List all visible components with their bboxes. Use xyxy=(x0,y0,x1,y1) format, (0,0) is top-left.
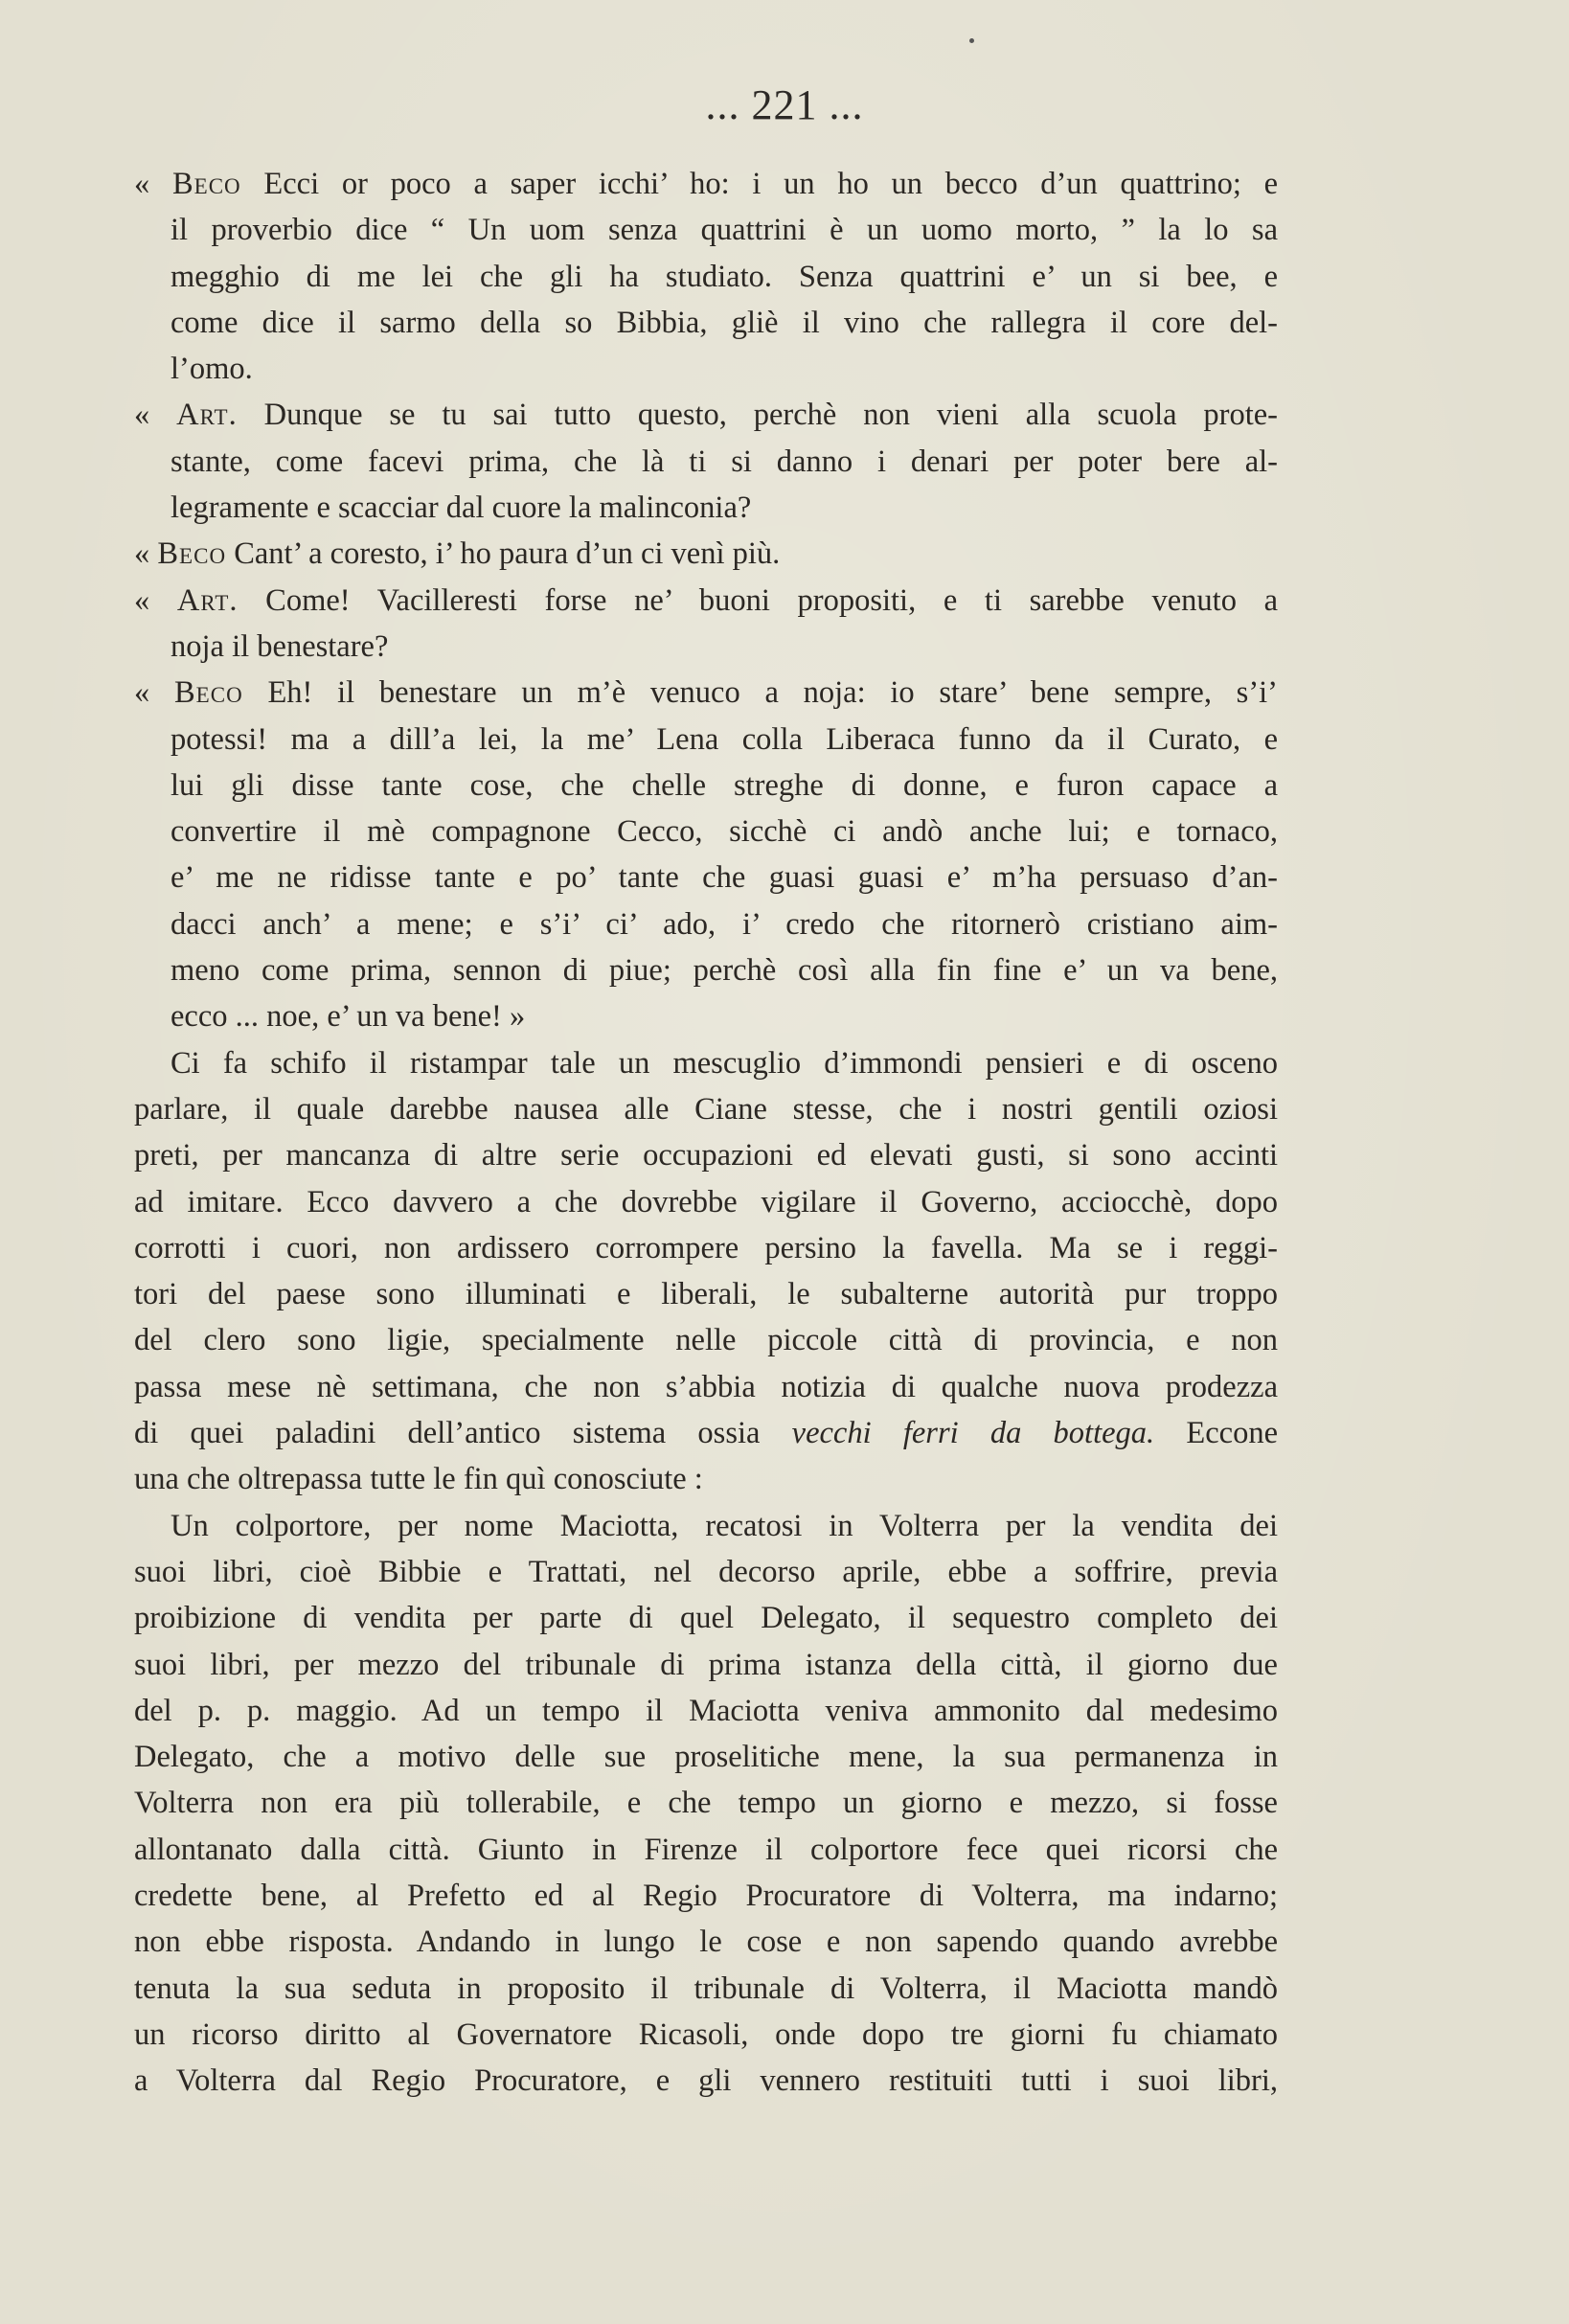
quote-mark: « xyxy=(134,582,150,618)
dialogue-line: l’omo. xyxy=(171,352,253,387)
speaker-name: Beco xyxy=(171,167,241,201)
speaker-name: Art. xyxy=(176,582,239,618)
dialogue-line: stante, come facevi prima, che là ti si danno i denari per poter bere al- xyxy=(171,444,1278,479)
paragraph-text: Eccone xyxy=(1186,1416,1279,1451)
dialogue-line: potessi! ma a dill’a lei, la me’ Lena colla Liberaca funno da il Curato, e xyxy=(171,721,1278,757)
dialogue-line xyxy=(134,670,1278,716)
paragraph-line: preti, per mancanza di altre serie occupazioni ed elevati gusti, si sono accinti xyxy=(134,1138,1278,1173)
paragraph-line: tori del paese sono illuminati e liberali, le subalterne autorità pur troppo xyxy=(134,1277,1278,1312)
paragraph-line: del clero sono ligie, specialmente nelle piccole città di provincia, e non xyxy=(134,1323,1278,1358)
dialogue-text: Cant’ a coresto, i’ ho paura d’un ci venì più. xyxy=(234,536,781,572)
dialogue-line: come dice il sarmo della so Bibbia, gliè il vino che rallegra il core del- xyxy=(171,305,1278,340)
paragraph-text: di quei paladini dell’antico sistema ossia xyxy=(134,1416,761,1451)
dialogue-line: dacci anch’ a mene; e s’i’ ci’ ado, i’ credo che ritornerò cristiano aim- xyxy=(171,906,1278,942)
ink-speck xyxy=(969,38,974,43)
dialogue-text: Come! Vacilleresti forse ne’ buoni propositi, e ti sarebbe venuto a xyxy=(265,582,1279,618)
speaker-name: Art. xyxy=(176,398,238,433)
dialogue-text: Dunque se tu sai tutto questo, perchè non vieni alla scuola prote- xyxy=(263,398,1278,433)
dialogue-text: Ecci or poco a saper icchi’ ho: i un ho un becco d’un quattrino; e xyxy=(263,167,1279,201)
paragraph xyxy=(134,1503,1278,2105)
paragraph xyxy=(134,1040,1278,1503)
dialogue-entry xyxy=(134,161,1278,392)
paragraph-line: parlare, il quale darebbe nausea alle Ciane stesse, che i nostri gentili oziosi xyxy=(134,1091,1278,1127)
paragraph-line: allontanato dalla città. Giunto in Firenze il colportore fece quei ricorsi che xyxy=(134,1832,1278,1867)
paragraph-line: a Volterra dal Regio Procuratore, e gli vennero restituiti tutti i suoi libri, xyxy=(134,2063,1278,2099)
paragraph-line: passa mese nè settimana, che non s’abbia notizia di qualche nuova prodezza xyxy=(134,1369,1278,1404)
dialogue-entry xyxy=(134,392,1278,531)
dialogue-entry xyxy=(134,578,1278,671)
dialogue-entry xyxy=(134,670,1278,1039)
paragraph-line: un ricorso diritto al Governatore Ricasoli, onde dopo tre giorni fu chiamato xyxy=(134,2016,1278,2052)
quote-mark: « xyxy=(134,675,150,711)
paragraph-line: Ci fa schifo il ristampar tale un mescuglio d’immondi pensieri e di osceno xyxy=(171,1045,1278,1081)
quote-mark: « xyxy=(134,536,150,572)
paragraph-line: non ebbe risposta. Andando in lungo le cose e non sapendo quando avrebbe xyxy=(134,1925,1278,1960)
dialogue-line: megghio di me lei che gli ha studiato. Senza quattrini e’ un si bee, e xyxy=(171,259,1278,294)
dialogue-entry xyxy=(134,531,1278,577)
paragraph-line: suoi libri, per mezzo del tribunale di prima istanza della città, il giorno due xyxy=(134,1647,1278,1682)
dialogue-line: ecco ... noe, e’ un va bene! » xyxy=(171,999,526,1035)
paragraph-line: Volterra non era più tollerabile, e che tempo un giorno e mezzo, si fosse xyxy=(134,1786,1278,1821)
paragraph-line: credette bene, al Prefetto ed al Regio Procuratore di Volterra, ma indarno; xyxy=(134,1878,1278,1913)
italic-phrase: vecchi ferri da bottega. xyxy=(791,1416,1155,1451)
paragraph-line: ad imitare. Ecco davvero a che dovrebbe vigilare il Governo, acciocchè, dopo xyxy=(134,1184,1278,1219)
dialogue-line xyxy=(134,578,1278,624)
paragraph-line: Delegato, che a motivo delle sue proselitiche mene, la sua permanenza in xyxy=(134,1740,1278,1775)
speaker-name: Beco xyxy=(174,675,243,711)
quote-mark: « xyxy=(134,167,150,201)
dialogue-line: meno come prima, sennon di piue; perchè così alla fin fine e’ un va bene, xyxy=(171,953,1278,989)
dialogue-line xyxy=(134,392,1278,438)
paragraph-line xyxy=(134,1410,1278,1456)
dialogue-line: noja il benestare? xyxy=(171,628,389,664)
dialogue-text: Eh! il benestare un m’è venuco a noja: io stare’ bene sempre, s’i’ xyxy=(267,675,1279,711)
dialogue-line xyxy=(134,161,1278,207)
paragraph-line: tenuta la sua seduta in proposito il tribunale di Volterra, il Maciotta mandò xyxy=(134,1971,1278,2006)
speaker-name: Beco xyxy=(157,536,227,572)
paragraph-line: suoi libri, cioè Bibbie e Trattati, nel decorso aprile, ebbe a soffrire, previa xyxy=(134,1554,1278,1589)
paragraph-line: corrotti i cuori, non ardissero corrompere persino la favella. Ma se i reggi- xyxy=(134,1230,1278,1265)
page-number: ... 221 ... xyxy=(705,81,864,128)
dialogue-line: e’ me ne ridisse tante e po’ tante che guasi guasi e’ m’ha persuaso d’an- xyxy=(171,860,1278,896)
paragraph-line: proibizione di vendita per parte di quel Delegato, il sequestro completo dei xyxy=(134,1601,1278,1636)
paragraph-line: Un colportore, per nome Maciotta, recatosi in Volterra per la vendita dei xyxy=(171,1508,1278,1543)
dialogue-line xyxy=(134,531,1278,577)
dialogue-line: lui gli disse tante cose, che chelle streghe di donne, e furon capace a xyxy=(171,767,1278,803)
quote-mark: « xyxy=(134,398,150,433)
dialogue-line: il proverbio dice “ Un uom senza quattrini è un uomo morto, ” la lo sa xyxy=(171,213,1278,248)
dialogue-line: convertire il mè compagnone Cecco, sicchè ci andò anche lui; e tornaco, xyxy=(171,814,1278,850)
paragraph-line: una che oltrepassa tutte le fin quì conosciute : xyxy=(134,1462,703,1497)
paragraph-line: del p. p. maggio. Ad un tempo il Maciotta veniva ammonito dal medesimo xyxy=(134,1693,1278,1728)
dialogue-line: legramente e scacciar dal cuore la malinconia? xyxy=(171,490,752,526)
page-text xyxy=(134,161,1278,2104)
